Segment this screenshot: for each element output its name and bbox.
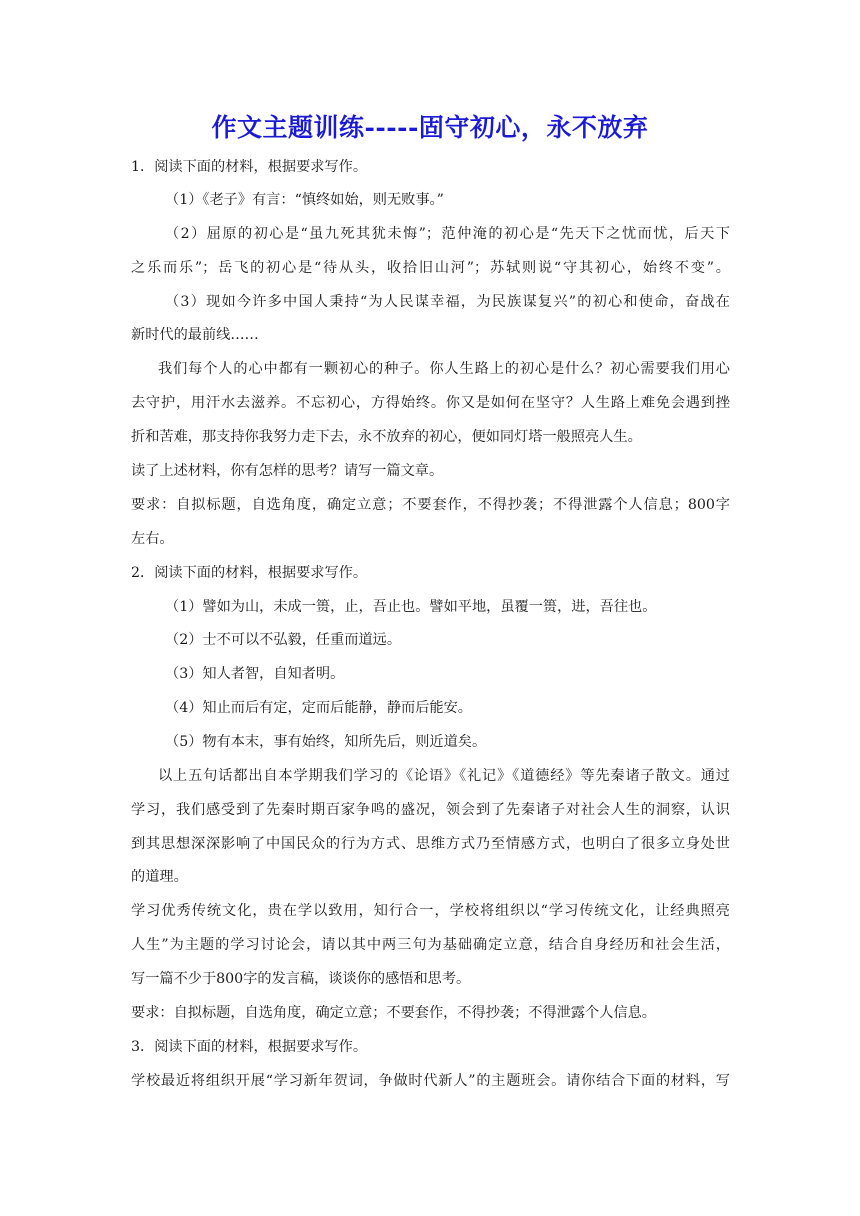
material-2-paragraph-line-1: 以上五句话都出自本学期我们学习的《论语》《礼记》《道德经》等先秦诸子散文。通过 [158,768,730,784]
question-2-requirements: 要求：自拟标题，自选角度，确定立意；不要套作，不得抄袭；不得泄露个人信息。 [131,1005,656,1021]
material-2-item-1: （1）譬如为山，未成一篑，止，吾止也。譬如平地，虽覆一篑，进，吾往也。 [165,599,657,615]
material-1-item-3-line-1: （3）现如今许多中国人秉持“为人民谋幸福，为民族谋复兴”的初心和使命，奋战在 [165,294,730,310]
question-2-prompt-line-1: 学习优秀传统文化，贵在学以致用，知行合一，学校将组织以“学习传统文化，让经典照亮 [131,903,730,919]
material-1-item-3-line-2: 新时代的最前线…… [131,327,259,343]
material-1-paragraph-line-3: 折和苦难，那支持你我努力走下去，永不放弃的初心，便如同灯塔一般照亮人生。 [131,429,642,445]
material-1-paragraph-line-1: 我们每个人的心中都有一颗初心的种子。你人生路上的初心是什么？初心需要我们用心 [158,361,730,377]
material-2-paragraph-line-2: 学习，我们感受到了先秦时期百家争鸣的盛况，领会到了先秦诸子对社会人生的洞察，认识 [131,802,730,818]
question-2-prompt-line-3: 写一篇不少于800字的发言稿，谈谈你的感悟和思考。 [131,971,471,987]
material-1-item-2-line-2: 之乐而乐”；岳飞的初心是“待从头，收拾旧山河”；苏轼则说“守其初心，始终不变”。 [131,260,730,276]
question-2-heading: 2．阅读下面的材料，根据要求写作。 [131,565,368,581]
question-3-prompt-line-1: 学校最近将组织开展“学习新年贺词，争做时代新人”的主题班会。请你结合下面的材料，写 [131,1073,730,1089]
material-1-item-1: （1）《老子》有言：“慎终如始，则无败事。” [165,192,444,208]
material-2-item-4: （4）知止而后有定，定而后能静，静而后能安。 [165,700,472,716]
question-1-requirements-line-2: 左右。 [131,531,174,547]
question-1-prompt: 读了上述材料，你有怎样的思考？请写一篇文章。 [131,463,444,479]
material-2-item-2: （2）士不可以不弘毅，任重而道远。 [165,632,402,648]
material-2-item-3: （3）知人者智，自知者明。 [165,666,345,682]
question-3-heading: 3．阅读下面的材料，根据要求写作。 [131,1039,368,1055]
question-1-heading: 1．阅读下面的材料，根据要求写作。 [131,159,368,175]
material-2-item-5: （5）物有本末，事有始终，知所先后，则近道矣。 [165,734,487,750]
question-2-prompt-line-2: 人生”为主题的学习讨论会，请以其中两三句为基础确定立意，结合自身经历和社会生活， [131,937,730,953]
material-2-paragraph-line-3: 到其思想深深影响了中国民众的行为方式、思维方式乃至情感方式，也明白了很多立身处世 [131,836,730,852]
document-title: 作文主题训练-----固守初心，永不放弃 [211,113,649,142]
material-1-paragraph-line-2: 去守护，用汗水去滋养。不忘初心，方得始终。你又是如何在坚守？人生路上难免会遇到挫 [131,395,730,411]
question-1-requirements-line-1: 要求：自拟标题，自选角度，确定立意；不要套作，不得抄袭；不得泄露个人信息；800字 [131,497,730,513]
material-1-item-2-line-1: （2）屈原的初心是“虽九死其犹未悔”；范仲淹的初心是“先天下之忧而忧，后天下 [165,226,730,242]
material-2-paragraph-line-4: 的道理。 [131,869,188,885]
